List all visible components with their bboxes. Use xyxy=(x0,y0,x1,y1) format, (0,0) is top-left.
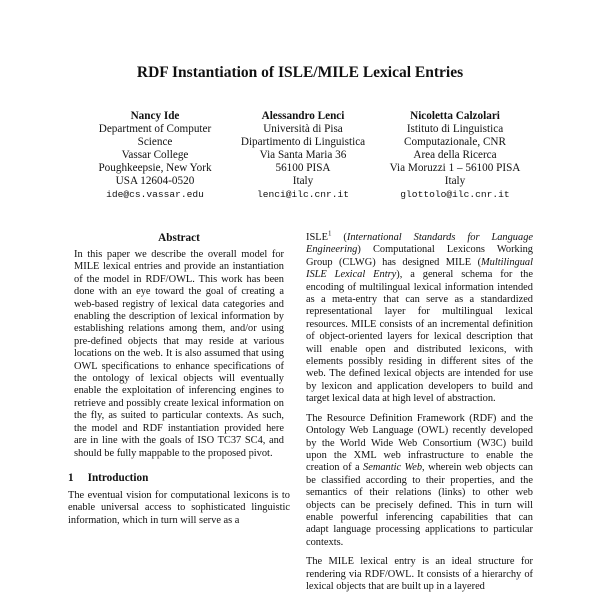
affiliation-line: Dipartimento di Linguistica xyxy=(240,136,366,148)
affiliation-line: Science xyxy=(137,136,173,148)
affiliation-line: USA 12604-0520 xyxy=(115,175,195,187)
abstract-text: In this paper we describe the overall model for MILE lexical entries and provide an instantiation of the model in RDF/OWL. This work has been done with an eye toward the goal of creating a web-based registry of lexical data categories and enabling the description of lexical information by establishing relations among them, and/or using pre-defined objects that may reside at various locations on the web. It is also assumed that using OWL specifications to enhance specifications of the ontology of lexical objects will eventually enable the exploitation of inferencing engines to retrieve and possibly create lexical information on the fly, as suited to particular contexts. As such, the model and RDF instantiation provided here are in line with the goals of ISO TC37 SC4, and should be fully mappable to the proposed pivot. xyxy=(74,249,284,459)
text-fragment: ( xyxy=(331,232,347,243)
text-fragment: , wherein web objects can be classified according to their properties, and the semantics of their relations (links) to other web objects can be precisely defined. This in turn will enable powerful inferencing capabilities that can adapt language processing applications to particular contexts. xyxy=(306,462,533,548)
italic-term: International Standards for Language Engineering xyxy=(306,232,534,256)
author-name: Nancy Ide xyxy=(130,110,180,122)
affiliation-line: Poughkeepsie, New York xyxy=(98,162,212,174)
paragraph-rdf xyxy=(306,413,533,549)
author-block xyxy=(80,110,230,201)
affiliation-line: Via Moruzzi 1 – 56100 PISA xyxy=(389,162,521,174)
affiliation-line: Italy xyxy=(292,175,314,187)
affiliation-line: Computazionale, CNR xyxy=(404,136,506,148)
isle-lead: ISLE xyxy=(306,232,328,243)
text-fragment: The Resource Definition Framework (RDF) and the Ontology Web Language (OWL) recently developed by the World Wide Web Consortium (W3C) build upon the XML web infrastructure to enable the creation of a xyxy=(306,412,533,474)
paragraph-isle xyxy=(306,229,534,406)
affiliation-line: Istituto di Linguistica xyxy=(406,123,504,135)
section-number: 1 xyxy=(68,471,74,484)
italic-term: Multilingual ISLE Lexical Entry xyxy=(306,256,533,281)
affiliation-line: Area della Ricerca xyxy=(413,149,497,161)
author-email: glottolo@ilc.cnr.it xyxy=(400,189,510,200)
author-block xyxy=(228,110,378,201)
author-name: Alessandro Lenci xyxy=(261,110,345,122)
text-fragment: ) Computational Lexicons Working Group (CLWG) has designed MILE ( xyxy=(306,244,533,268)
affiliation-line: Italy xyxy=(444,175,466,187)
right-column xyxy=(306,229,534,600)
section-text: The eventual vision for computational lexicons is to enable universal access to sophisticated linguistic information, which in turn will serve as a xyxy=(68,489,290,526)
affiliation-line: Vassar College xyxy=(121,149,189,161)
section-title: Introduction xyxy=(87,471,149,484)
paragraph-mile: The MILE lexical entry is an ideal structure for rendering via RDF/OWL. It consists of a hierarchy of lexical objects that are built up in a layered xyxy=(306,556,533,592)
author-block xyxy=(375,110,535,201)
footnote-mark: 1 xyxy=(327,229,332,238)
left-column xyxy=(68,232,290,527)
paper-title: RDF Instantiation of ISLE/MILE Lexical Entries xyxy=(136,64,464,81)
affiliation-line: 56100 PISA xyxy=(275,162,331,174)
author-name: Nicoletta Calzolari xyxy=(410,110,500,122)
abstract-heading: Abstract xyxy=(158,232,200,244)
section-heading xyxy=(68,472,290,484)
italic-term: Semantic Web xyxy=(363,462,423,474)
author-email: ide@cs.vassar.edu xyxy=(106,189,204,200)
affiliation-line: Department of Computer xyxy=(98,123,212,135)
affiliation-line: Via Santa Maria 36 xyxy=(259,149,347,161)
affiliation-line: Università di Pisa xyxy=(263,123,343,135)
author-email: lenci@ilc.cnr.it xyxy=(256,189,350,200)
text-fragment: ), a general schema for the encoding of multilingual lexical information intended as a meta-entry that can serve as a standardized representational layer for multilingual lexical resources. MILE consists of an incremental definition of object-oriented layers for lexical description that will enable open and distributed lexicons, with elements possibly residing in different sites of the web. The defined lexical objects are intended for use by lexicon and application developers to build and target lexical data at high level of abstraction. xyxy=(306,269,533,405)
